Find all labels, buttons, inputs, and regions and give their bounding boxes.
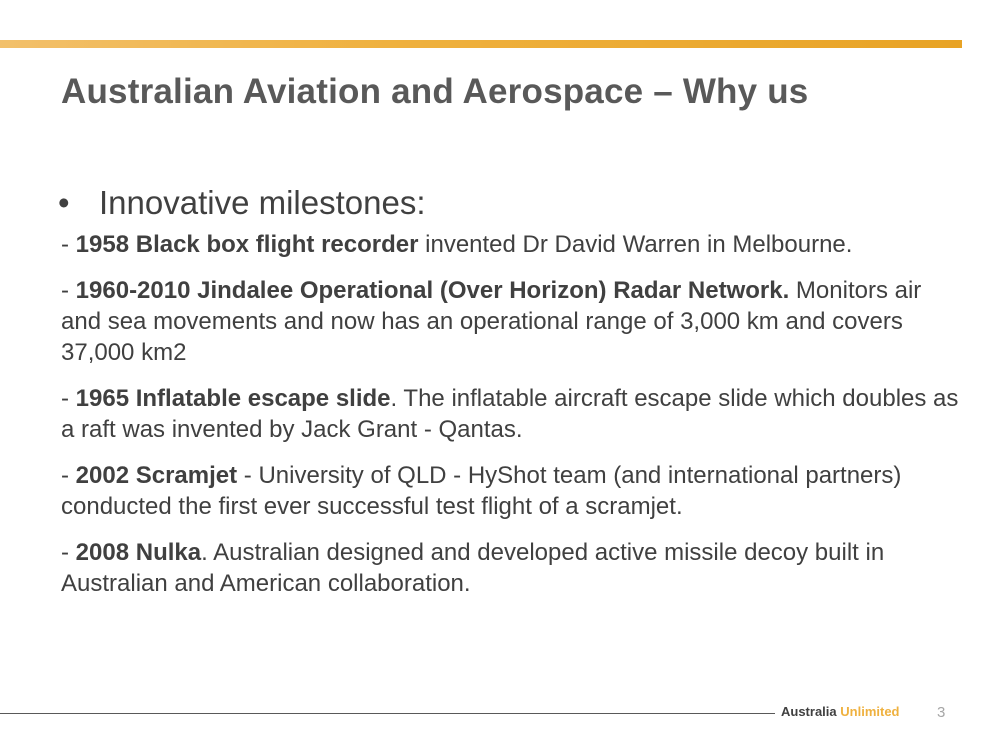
- milestone-dash: -: [61, 539, 76, 566]
- top-accent-bar: [0, 40, 962, 48]
- milestone-item: [61, 537, 961, 599]
- milestone-item: [61, 275, 961, 368]
- milestone-description: Monitors air and sea movements and now has an operational range of 3,000 km and covers 37,000 km2: [61, 277, 922, 366]
- brand-australia: Australia: [781, 704, 837, 719]
- milestone-dash: -: [61, 231, 76, 258]
- milestone-description: . Australian designed and developed active missile decoy built in Australian and American collaboration.: [61, 539, 885, 597]
- footer-divider: [0, 713, 775, 714]
- milestone-title: 1960-2010 Jindalee Operational (Over Horizon) Radar Network.: [75, 277, 790, 304]
- bullet-heading-text: Innovative milestones:: [99, 184, 426, 221]
- milestone-dash: -: [61, 462, 76, 489]
- milestone-dash: -: [61, 385, 76, 412]
- bullet-dot-icon: •: [58, 184, 70, 221]
- milestone-title: 2002 Scramjet: [75, 462, 238, 489]
- page-number: 3: [937, 704, 946, 721]
- footer-brand-logo: [781, 704, 900, 719]
- milestone-dash: -: [61, 277, 76, 304]
- milestone-title: 2008 Nulka: [75, 539, 202, 566]
- milestone-title: 1958 Black box flight recorder: [75, 231, 419, 258]
- milestone-list: [61, 229, 961, 614]
- bullet-heading: [58, 184, 426, 222]
- milestone-item: [61, 460, 961, 522]
- milestone-description: . The inflatable aircraft escape slide which doubles as a raft was invented by Jack Grant - Qantas.: [61, 385, 959, 443]
- milestone-item: [61, 229, 961, 260]
- milestone-description: invented Dr David Warren in Melbourne.: [418, 231, 853, 258]
- milestone-title: 1965 Inflatable escape slide: [75, 385, 391, 412]
- milestone-item: [61, 383, 961, 445]
- milestone-description: - University of QLD - HyShot team (and international partners) conducted the first ever successful test flight of a scramjet.: [61, 462, 902, 520]
- slide-title: Australian Aviation and Aerospace – Why us: [61, 72, 809, 111]
- brand-unlimited: Unlimited: [840, 704, 900, 719]
